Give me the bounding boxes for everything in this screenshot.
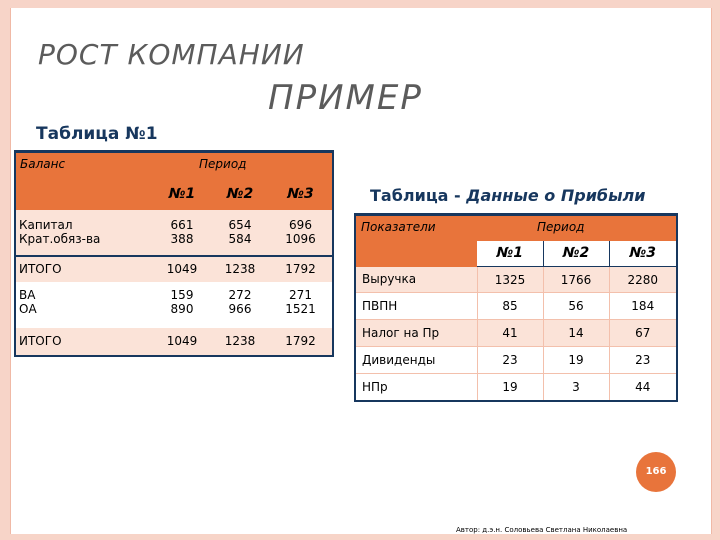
cell: 1766 (543, 267, 609, 293)
row-label: Налог на Пр (355, 320, 477, 347)
cell: 23 (477, 347, 543, 374)
cell: 85 (477, 293, 543, 320)
table-row (15, 210, 333, 256)
cell: 184 (609, 293, 677, 320)
table-row (355, 347, 677, 374)
table-subheader-row (355, 241, 677, 267)
table1-caption: Таблица №1 (36, 124, 158, 144)
slide-subtitle: ПРИМЕР (268, 78, 423, 118)
author-footer: Автор: д.э.н. Соловьева Светлана Николаевна (456, 526, 628, 534)
cell: 19 (543, 347, 609, 374)
cell: 661 388 (153, 210, 211, 256)
row-label: НПр (355, 374, 477, 401)
cell: 19 (477, 374, 543, 401)
table-row (355, 374, 677, 401)
table-header-row (355, 215, 677, 241)
cell: 1792 (285, 261, 316, 276)
cell: 1049 (166, 261, 198, 276)
col-header-balance: Баланс (20, 157, 66, 171)
row-label: Капитал Крат.обяз-ва (15, 210, 153, 256)
col-period-1: №1 (477, 241, 543, 267)
table-row (15, 328, 333, 356)
row-label: ВА ОА (19, 287, 37, 316)
table-row (355, 267, 677, 293)
cell: 67 (609, 320, 677, 347)
row-label: Дивиденды (355, 347, 477, 374)
row-label: ПВПН (355, 293, 477, 320)
row-label: ИТОГО (19, 333, 62, 348)
col-period-2: №2 (211, 180, 269, 210)
cell: 23 (609, 347, 677, 374)
row-label: Выручка (355, 267, 477, 293)
cell: 159 890 (170, 287, 194, 316)
col-header-period: Период (199, 157, 247, 171)
cell: 41 (477, 320, 543, 347)
col-header-indicators: Показатели (361, 220, 436, 234)
table-row (15, 282, 333, 328)
col-period-3: №3 (269, 180, 333, 210)
table-row (355, 293, 677, 320)
cell: 2280 (609, 267, 677, 293)
cell: 14 (543, 320, 609, 347)
table-row (355, 320, 677, 347)
page-number-badge: 166 (636, 452, 676, 492)
col-period-3: №3 (609, 241, 677, 267)
cell: 56 (543, 293, 609, 320)
profit-table (354, 213, 678, 402)
cell: 1238 (224, 261, 256, 276)
cell: 1049 (166, 333, 198, 348)
table-header-row (15, 152, 333, 180)
col-period-2: №2 (543, 241, 609, 267)
cell: 1238 (224, 333, 256, 348)
table-row (15, 256, 333, 282)
slide-title: РОСТ КОМПАНИИ (38, 38, 305, 71)
table-subheader-row (15, 180, 333, 210)
col-period-1: №1 (153, 180, 211, 210)
table2-caption: Таблица - Данные о Прибыли (370, 186, 646, 205)
cell: 44 (609, 374, 677, 401)
col-header-period: Период (537, 220, 585, 234)
cell: 1325 (477, 267, 543, 293)
cell: 1792 (285, 333, 316, 348)
cell: 3 (543, 374, 609, 401)
row-label: ИТОГО (19, 261, 62, 276)
cell: 696 1096 (269, 210, 333, 256)
cell: 654 584 (211, 210, 269, 256)
cell: 272 966 (228, 287, 252, 316)
balance-table (14, 150, 334, 357)
cell: 271 1521 (285, 287, 316, 316)
